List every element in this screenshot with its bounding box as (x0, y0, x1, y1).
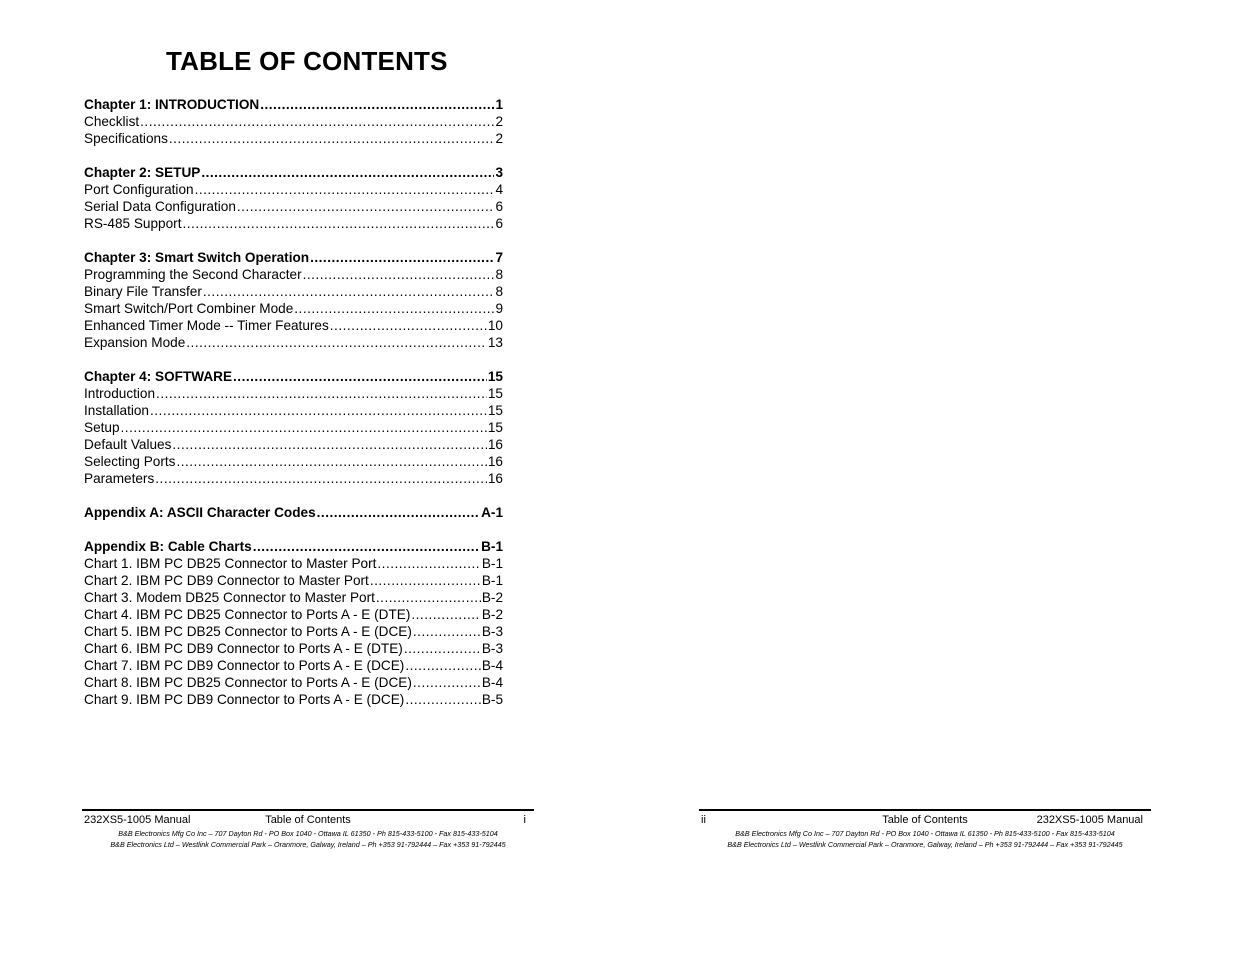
toc-entry-page: 8 (495, 284, 503, 299)
toc-entry-label: Chart 8. IBM PC DB25 Connector to Ports A - E (DCE) (84, 675, 412, 690)
toc-group (84, 368, 503, 487)
footer-page-ii (699, 809, 1151, 850)
toc-leader-dots (370, 572, 481, 589)
toc-entry-page: B-4 (481, 658, 503, 673)
toc-entry-page: 2 (495, 114, 503, 129)
toc-entry (84, 283, 503, 300)
toc-entry-page: 1 (495, 97, 503, 112)
toc-entry-page: B-1 (481, 573, 503, 588)
toc-leader-dots (169, 130, 495, 147)
toc-entry-page: B-2 (481, 607, 503, 622)
toc-entry-label: RS-485 Support (84, 216, 182, 231)
toc-entry (84, 130, 503, 147)
toc-entry (84, 589, 503, 606)
toc-entry-page: 9 (495, 301, 503, 316)
toc-entry (84, 419, 503, 436)
toc-group (84, 249, 503, 351)
footer-line (82, 814, 534, 828)
toc-entry-label: Selecting Ports (84, 454, 176, 469)
toc-leader-dots (186, 334, 487, 351)
toc-heading-entry (84, 368, 503, 385)
toc-entry (84, 181, 503, 198)
toc-entry-page: 15 (487, 420, 503, 435)
toc-entry-page: 15 (487, 403, 503, 418)
toc-leader-dots (377, 555, 480, 572)
toc-entry (84, 606, 503, 623)
toc-entry (84, 572, 503, 589)
footer-address-us: B&B Electronics Mfg Co Inc – 707 Dayton Rd - PO Box 1040 - Ottawa IL 61350 - Ph 815-433-5100 - Fax 815-433-5104 (735, 829, 1115, 838)
toc-entry-label: Appendix A: ASCII Character Codes (84, 505, 316, 520)
toc-entry-page: 16 (487, 454, 503, 469)
toc-entry (84, 470, 503, 487)
toc-entry-page: 8 (495, 267, 503, 282)
toc-entry-label: Chart 3. Modem DB25 Connector to Master Port (84, 590, 375, 605)
toc-leader-dots (237, 198, 495, 215)
toc-entry-page: 16 (487, 437, 503, 452)
footer-address-ireland: B&B Electronics Ltd – Westlink Commercial Park – Oranmore, Galway, Ireland – Ph +353 91-792444 – Fax +353 91-792445 (110, 840, 506, 849)
toc-leader-dots (413, 674, 481, 691)
toc-entry-page: 15 (487, 369, 503, 384)
toc-entry (84, 623, 503, 640)
toc-leader-dots (201, 164, 494, 181)
toc-entry (84, 640, 503, 657)
page-title: TABLE OF CONTENTS (166, 46, 448, 76)
footer-page-number: i (523, 814, 526, 826)
footer-manual-name: 232XS5-1005 Manual (84, 814, 191, 826)
toc-entry (84, 334, 503, 351)
footer-page-number: ii (701, 814, 706, 826)
toc-entry-label: Expansion Mode (84, 335, 186, 350)
toc-heading-entry (84, 164, 503, 181)
toc-entry-label: Chapter 3: Smart Switch Operation (84, 250, 310, 265)
footer-section-title: Table of Contents (882, 814, 968, 826)
toc-entry-label: Chart 9. IBM PC DB9 Connector to Ports A - E (DCE) (84, 692, 405, 707)
toc-entry-page: 6 (495, 216, 503, 231)
toc-entry-page: A-1 (481, 505, 503, 520)
toc-group (84, 504, 503, 521)
toc-entry-label: Binary File Transfer (84, 284, 202, 299)
footer-page-i (82, 809, 534, 850)
toc-entry-label: Parameters (84, 471, 155, 486)
toc-entry (84, 555, 503, 572)
toc-entry-label: Appendix B: Cable Charts (84, 539, 252, 554)
toc-leader-dots (182, 215, 494, 232)
toc-entry-page: 15 (487, 386, 503, 401)
toc-entry-page: 16 (487, 471, 503, 486)
toc-entry-label: Chapter 4: SOFTWARE (84, 369, 233, 384)
toc-entry (84, 317, 503, 334)
toc-leader-dots (176, 453, 486, 470)
toc-leader-dots (404, 640, 481, 657)
toc-entry-page: B-3 (481, 624, 503, 639)
toc-group (84, 164, 503, 232)
toc-entry-label: Checklist (84, 114, 140, 129)
toc-entry-label: Port Configuration (84, 182, 194, 197)
toc-entry (84, 657, 503, 674)
toc-heading-entry (84, 504, 503, 521)
toc-leader-dots (405, 691, 481, 708)
toc-entry-label: Enhanced Timer Mode -- Timer Features (84, 318, 329, 333)
toc-entry-page: B-1 (481, 539, 503, 554)
toc-group (84, 96, 503, 147)
toc-entry (84, 385, 503, 402)
footer-manual-name: 232XS5-1005 Manual (1036, 814, 1143, 826)
footer-address-us: B&B Electronics Mfg Co Inc – 707 Dayton Rd - PO Box 1040 - Ottawa IL 61350 - Ph 815-433-5100 - Fax 815-433-5104 (118, 829, 498, 838)
toc-entry-page: 3 (495, 165, 503, 180)
toc-entry (84, 113, 503, 130)
toc-heading-entry (84, 538, 503, 555)
toc-entry-page: B-5 (481, 692, 503, 707)
footer-section-title: Table of Contents (265, 814, 351, 826)
toc-entry (84, 402, 503, 419)
toc-entry-label: Setup (84, 420, 120, 435)
toc-entry-label: Programming the Second Character (84, 267, 302, 282)
toc-entry (84, 436, 503, 453)
toc-entry (84, 198, 503, 215)
toc-leader-dots (413, 623, 481, 640)
toc-leader-dots (310, 249, 494, 266)
table-of-contents (84, 96, 503, 725)
toc-entry-label: Default Values (84, 437, 172, 452)
toc-entry-label: Introduction (84, 386, 156, 401)
toc-entry-label: Chart 4. IBM PC DB25 Connector to Ports A - E (DTE) (84, 607, 411, 622)
toc-leader-dots (156, 385, 487, 402)
toc-leader-dots (172, 436, 486, 453)
toc-entry-label: Chart 6. IBM PC DB9 Connector to Ports A - E (DTE) (84, 641, 403, 656)
toc-entry-page: B-2 (481, 590, 503, 605)
toc-heading-entry (84, 96, 503, 113)
toc-entry (84, 266, 503, 283)
toc-group (84, 538, 503, 708)
toc-entry-label: Specifications (84, 131, 168, 146)
toc-leader-dots (140, 113, 494, 130)
toc-leader-dots (411, 606, 480, 623)
toc-entry-label: Chapter 2: SETUP (84, 165, 201, 180)
toc-entry-label: Chart 5. IBM PC DB25 Connector to Ports A - E (DCE) (84, 624, 412, 639)
toc-entry-page: 13 (487, 335, 503, 350)
toc-entry-label: Chart 2. IBM PC DB9 Connector to Master Port (84, 573, 369, 588)
toc-leader-dots (376, 589, 481, 606)
toc-leader-dots (150, 402, 487, 419)
footer-line (699, 814, 1151, 828)
footer-address-ireland: B&B Electronics Ltd – Westlink Commercial Park – Oranmore, Galway, Ireland – Ph +353 91-792444 – Fax +353 91-792445 (727, 840, 1123, 849)
toc-entry (84, 215, 503, 232)
toc-entry (84, 674, 503, 691)
toc-leader-dots (317, 504, 480, 521)
toc-entry-page: 4 (495, 182, 503, 197)
toc-entry-page: B-1 (481, 556, 503, 571)
toc-entry-page: B-3 (481, 641, 503, 656)
toc-entry-page: B-4 (481, 675, 503, 690)
toc-leader-dots (253, 538, 480, 555)
toc-heading-entry (84, 249, 503, 266)
toc-entry-label: Smart Switch/Port Combiner Mode (84, 301, 294, 316)
toc-leader-dots (233, 368, 487, 385)
toc-leader-dots (203, 283, 495, 300)
toc-leader-dots (260, 96, 494, 113)
toc-leader-dots (155, 470, 487, 487)
toc-leader-dots (330, 317, 487, 334)
toc-leader-dots (195, 181, 495, 198)
toc-entry-label: Chart 7. IBM PC DB9 Connector to Ports A - E (DCE) (84, 658, 405, 673)
toc-entry-page: 2 (495, 131, 503, 146)
toc-entry-label: Chart 1. IBM PC DB25 Connector to Master Port (84, 556, 377, 571)
toc-entry-page: 10 (487, 318, 503, 333)
toc-leader-dots (405, 657, 481, 674)
toc-entry (84, 691, 503, 708)
footer-rule (699, 809, 1151, 811)
toc-entry-label: Serial Data Configuration (84, 199, 236, 214)
toc-leader-dots (121, 419, 487, 436)
toc-entry-page: 6 (495, 199, 503, 214)
toc-entry-label: Installation (84, 403, 149, 418)
toc-entry-page: 7 (495, 250, 503, 265)
footer-rule (82, 809, 534, 811)
toc-entry (84, 300, 503, 317)
toc-leader-dots (303, 266, 495, 283)
toc-entry-label: Chapter 1: INTRODUCTION (84, 97, 260, 112)
toc-entry (84, 453, 503, 470)
toc-leader-dots (294, 300, 494, 317)
